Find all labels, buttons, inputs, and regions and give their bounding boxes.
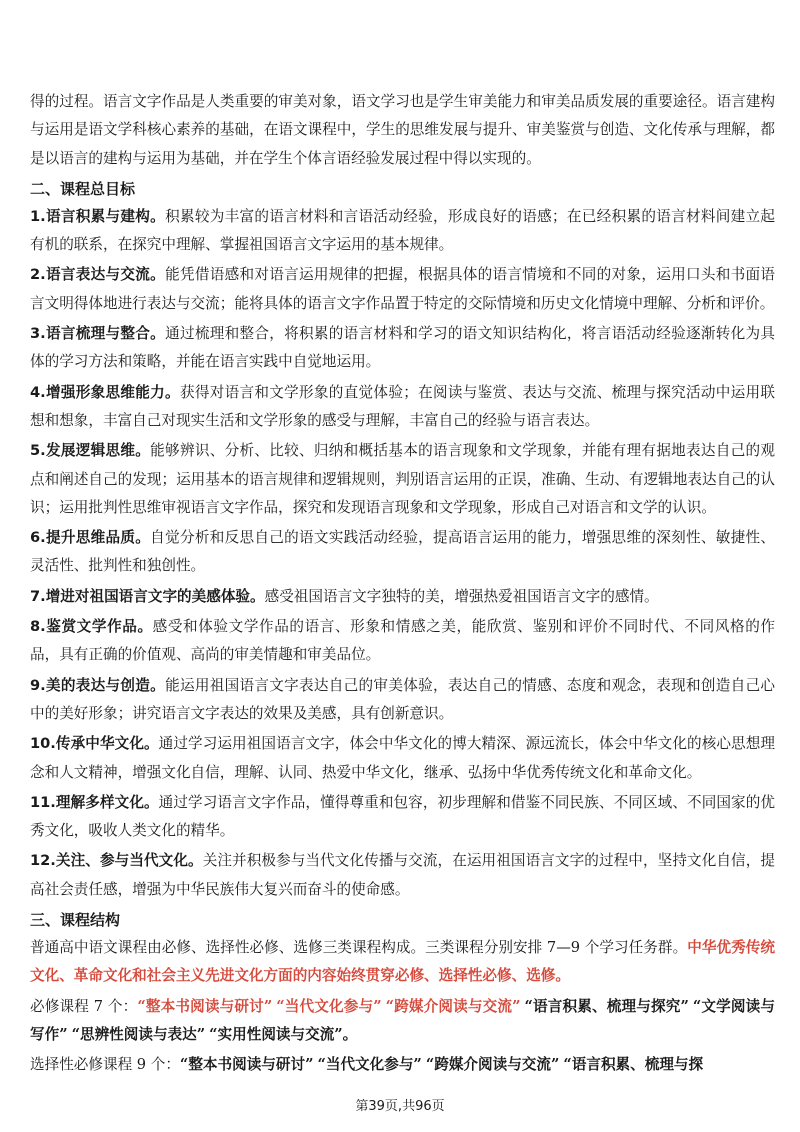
goal-item [30,583,775,611]
section-heading-goals: 二、课程总目标 [30,179,136,198]
structure-paragraph [30,934,775,991]
required-black-item: “语言积累、梳理与探究” [524,997,689,1015]
goal-lead: 11.理解多样文化。 [30,793,159,811]
structure-text: 普通高中语文课程由必修、选择性必修、选修三类课程构成。三类课程分别安排 7—9 个学习任务群。 [30,939,688,957]
required-red-item: “整本书阅读与研讨” [137,997,273,1015]
goal-text: 自觉分析和反思自己的语文实践活动经验，提高语言运用的能力，增强思维的深刻性、敏捷性、灵活性、批判性和独创性。 [30,529,775,575]
goal-text: 通过学习语言文字作品，懂得尊重和包容，初步理解和借鉴不同民族、不同区域、不同国家的优秀文化，吸收人类文化的精华。 [30,793,775,840]
required-black-item: “文学阅读与写作” [30,997,775,1043]
goal-text: 通过梳理和整合，将积累的语言材料和学习的语文知识结构化，将言语活动经验逐渐转化为具体的学习方法和策略，并能在语言实践中自觉地运用。 [30,325,775,371]
intro-paragraph: 得的过程。语言文字作品是人类重要的审美对象，语文学习也是学生审美能力和审美品质发展的重要途径。语言建构与运用是语文学科核心素养的基础，在语文课程中，学生的思维发展与提升、审美鉴赏与创造、文化传承与理解，都是以语言的建构与运用为基础，并在学生个体言语经验发展过程中得以实现的。 [30,93,775,167]
goal-lead: 2.语言表达与交流。 [30,266,166,284]
goal-lead: 10.传承中华文化。 [30,735,159,753]
goal-item [30,261,775,318]
goal-item [30,203,775,260]
goal-text: 能够辨识、分析、比较、归纳和概括基本的语言现象和文学现象，并能有理有据地表达自己的观点和阐述自己的发现；运用基本的语言规律和逻辑规则，判别语言运用的正误，准确、生动、有逻辑地表达自己的认识；运用批判性思维审视语言文字作品，探究和发现语言现象和文学现象，形成自己对语言和文学的认识。 [30,442,775,516]
required-red-item: “当代文化参与” [276,997,382,1015]
section-heading-structure: 三、课程结构 [30,911,121,930]
goal-lead: 1.语言积累与建构。 [30,207,166,225]
elective-label: 选择性必修课程 9 个： [30,1056,180,1074]
page-number: 第39页,共96页 [355,1099,445,1114]
goal-item [30,789,775,846]
required-black-item: “思辨性阅读与表达” [71,1025,206,1043]
goal-lead: 8.鉴赏文学作品。 [30,618,153,636]
document-body [30,88,775,1082]
goal-text: 能运用祖国语言文字表达自己的审美体验，表达自己的情感、态度和观念，表现和创造自己心中的美好形象；讲究语言文字表达的效果及美感，具有创新意识。 [30,676,775,722]
elective-item: “跨媒介阅读与交流” [425,1056,560,1074]
goal-item [30,672,775,729]
goal-lead: 5.发展逻辑思维。 [30,442,151,460]
goal-item [30,730,775,787]
goal-item [30,320,775,377]
goal-text: 感受祖国语言文字独特的美，增强热爱祖国语言文字的感情。 [264,587,659,605]
goal-text: 关注并积极参与当代文化传播与交流，在运用祖国语言文字的过程中，坚持文化自信，提高社会责任感，增强为中华民族伟大复兴而奋斗的使命感。 [30,852,775,898]
goal-lead: 7.增进对祖国语言文字的美感体验。 [30,587,265,605]
structure-highlight: 中华优秀传统文化、革命文化和社会主义先进文化方面的内容始终贯穿必修、选择性必修、选修。 [30,939,775,985]
goal-item [30,524,775,581]
elective-item: “整本书阅读与研讨” [179,1056,314,1074]
goal-item [30,379,775,436]
required-courses [30,993,775,1050]
goal-text: 通过学习运用祖国语言文字，体会中华文化的博大精深、源远流长，体会中华文化的核心思想理念和人文精神，增强文化自信，理解、认同、热爱中华文化，继承、弘扬中华优秀传统文化和革命文化。 [30,735,775,781]
required-black-item: “实用性阅读与交流”。 [209,1025,358,1043]
goal-lead: 3.语言梳理与整合。 [30,325,166,343]
elective-courses [30,1051,775,1079]
elective-item: “当代文化参与” [317,1056,422,1074]
goal-item [30,437,775,522]
goal-text: 感受和体验文学作品的语言、形象和情感之美，能欣赏、鉴别和评价不同时代、不同风格的作品，具有正确的价值观、高尚的审美情趣和审美品位。 [30,618,775,664]
goal-item [30,847,775,904]
goal-text: 能凭借语感和对语言运用规律的把握，根据具体的语言情境和不同的对象，运用口头和书面语言文明得体地进行表达与交流；能将具体的语言文字作品置于特定的交际情境和历史文化情境中理解、分析和评价。 [30,266,775,312]
goal-text: 获得对语言和文学形象的直觉体验；在阅读与鉴赏、表达与交流、梳理与探究活动中运用联想和想象，丰富自己对现实生活和文学形象的感受与理解，丰富自己的经验与语言表达。 [30,383,775,429]
goal-lead: 6.提升思维品质。 [30,529,151,547]
goal-text: 积累较为丰富的语言材料和言语活动经验，形成良好的语感；在已经积累的语言材料间建立起有机的联系，在探究中理解、掌握祖国语言文字运用的基本规律。 [30,207,775,254]
required-red-item: “跨媒介阅读与交流” [385,997,521,1015]
elective-item: “语言积累、梳理与探 [563,1056,704,1074]
required-label: 必修课程 7 个： [30,997,138,1015]
goals-list [30,203,775,904]
goal-lead: 4.增强形象思维能力。 [30,383,180,401]
goal-item [30,613,775,670]
goal-lead: 9.美的表达与创造。 [30,676,166,694]
goal-lead: 12.关注、参与当代文化。 [30,852,203,870]
